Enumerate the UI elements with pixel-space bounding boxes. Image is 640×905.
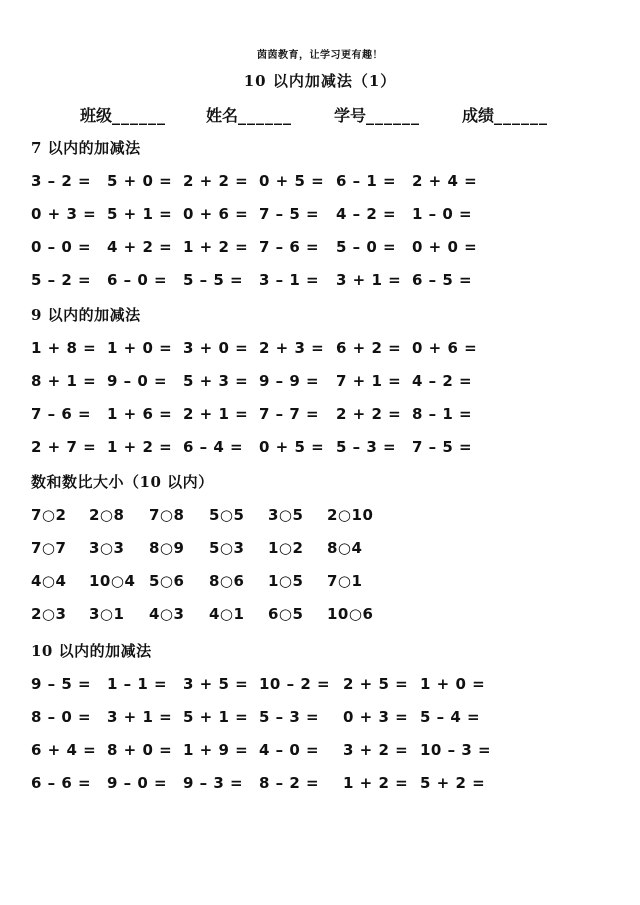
equation-item: 6 – 0 = xyxy=(107,271,168,289)
equation-item: 9 – 5 = xyxy=(31,675,92,693)
equation-item: 3 + 5 = xyxy=(183,675,249,693)
comparison-item: 7○8 xyxy=(149,506,185,524)
class-label: 班级 xyxy=(80,106,113,125)
exercise-row xyxy=(0,539,640,561)
exercise-row xyxy=(0,774,640,796)
equation-item: 1 + 8 = xyxy=(31,339,97,357)
equation-item: 7 + 1 = xyxy=(336,372,402,390)
score-label: 成绩 xyxy=(462,106,495,125)
equation-item: 5 – 2 = xyxy=(31,271,92,289)
equation-item: 0 + 3 = xyxy=(31,205,97,223)
equation-item: 1 + 2 = xyxy=(183,238,249,256)
exercise-row xyxy=(0,172,640,194)
equation-item: 1 + 6 = xyxy=(107,405,173,423)
comparison-item: 8○4 xyxy=(327,539,363,557)
exercise-row xyxy=(0,506,640,528)
comparison-item: 2○3 xyxy=(31,605,67,623)
equation-item: 7 – 6 = xyxy=(259,238,320,256)
name-field xyxy=(206,103,292,126)
comparison-item: 4○1 xyxy=(209,605,245,623)
equation-item: 8 – 2 = xyxy=(259,774,320,792)
section-10-add-sub-title: 10 以内的加减法 xyxy=(31,642,152,660)
class-blank: ______ xyxy=(112,106,167,125)
equation-item: 2 + 1 = xyxy=(183,405,249,423)
exercise-row xyxy=(0,339,640,361)
comparison-item: 8○9 xyxy=(149,539,185,557)
equation-item: 1 + 9 = xyxy=(183,741,249,759)
exercise-row xyxy=(0,741,640,763)
equation-item: 5 – 3 = xyxy=(336,438,397,456)
equation-item: 5 – 0 = xyxy=(336,238,397,256)
equation-item: 4 – 2 = xyxy=(336,205,397,223)
student-number-field xyxy=(334,103,420,126)
equation-item: 9 – 0 = xyxy=(107,372,168,390)
equation-item: 5 + 1 = xyxy=(107,205,173,223)
equation-item: 5 + 3 = xyxy=(183,372,249,390)
student-number-blank: ______ xyxy=(366,106,421,125)
equation-item: 6 – 4 = xyxy=(183,438,244,456)
equation-item: 2 + 7 = xyxy=(31,438,97,456)
comparison-item: 10○4 xyxy=(89,572,136,590)
equation-item: 1 + 2 = xyxy=(107,438,173,456)
section-compare-numbers-title: 数和数比大小（10 以内） xyxy=(31,473,214,491)
equation-item: 7 – 5 = xyxy=(412,438,473,456)
equation-item: 8 + 0 = xyxy=(107,741,173,759)
exercise-row xyxy=(0,572,640,594)
equation-item: 2 + 2 = xyxy=(336,405,402,423)
equation-item: 1 – 1 = xyxy=(107,675,168,693)
equation-item: 10 – 3 = xyxy=(420,741,492,759)
comparison-item: 3○3 xyxy=(89,539,125,557)
score-field xyxy=(462,103,548,126)
equation-item: 9 – 0 = xyxy=(107,774,168,792)
equation-item: 0 + 6 = xyxy=(412,339,478,357)
comparison-item: 6○5 xyxy=(268,605,304,623)
equation-item: 10 – 2 = xyxy=(259,675,331,693)
section-9-add-sub-title: 9 以内的加减法 xyxy=(31,306,141,324)
equation-item: 6 – 6 = xyxy=(31,774,92,792)
comparison-item: 5○3 xyxy=(209,539,245,557)
class-field xyxy=(80,103,166,126)
equation-item: 3 + 1 = xyxy=(336,271,402,289)
comparison-item: 2○8 xyxy=(89,506,125,524)
equation-item: 3 + 0 = xyxy=(183,339,249,357)
equation-item: 3 + 1 = xyxy=(107,708,173,726)
equation-item: 1 + 0 = xyxy=(107,339,173,357)
equation-item: 2 + 2 = xyxy=(183,172,249,190)
equation-item: 1 + 0 = xyxy=(420,675,486,693)
page-title: 10 以内加减法（1） xyxy=(243,72,397,90)
score-blank: ______ xyxy=(494,106,549,125)
equation-item: 6 – 1 = xyxy=(336,172,397,190)
comparison-item: 1○5 xyxy=(268,572,304,590)
comparison-item: 5○5 xyxy=(209,506,245,524)
name-label: 姓名 xyxy=(206,106,239,125)
equation-item: 3 – 2 = xyxy=(31,172,92,190)
comparison-item: 7○1 xyxy=(327,572,363,590)
equation-item: 5 – 3 = xyxy=(259,708,320,726)
comparison-item: 1○2 xyxy=(268,539,304,557)
equation-item: 7 – 7 = xyxy=(259,405,320,423)
tagline: 茵茵教育，让学习更有趣！ xyxy=(257,50,383,61)
comparison-item: 3○5 xyxy=(268,506,304,524)
equation-item: 2 + 3 = xyxy=(259,339,325,357)
exercise-row xyxy=(0,271,640,293)
equation-item: 9 – 9 = xyxy=(259,372,320,390)
exercise-row xyxy=(0,675,640,697)
equation-item: 7 – 5 = xyxy=(259,205,320,223)
exercise-row xyxy=(0,708,640,730)
comparison-item: 2○10 xyxy=(327,506,374,524)
equation-item: 8 – 1 = xyxy=(412,405,473,423)
equation-item: 1 – 0 = xyxy=(412,205,473,223)
equation-item: 6 + 4 = xyxy=(31,741,97,759)
exercise-row xyxy=(0,605,640,627)
equation-item: 2 + 5 = xyxy=(343,675,409,693)
equation-item: 3 – 1 = xyxy=(259,271,320,289)
equation-item: 5 + 1 = xyxy=(183,708,249,726)
equation-item: 3 + 2 = xyxy=(343,741,409,759)
comparison-item: 7○2 xyxy=(31,506,67,524)
equation-item: 0 + 6 = xyxy=(183,205,249,223)
equation-item: 5 + 2 = xyxy=(420,774,486,792)
equation-item: 6 + 2 = xyxy=(336,339,402,357)
exercise-row xyxy=(0,238,640,260)
comparison-item: 5○6 xyxy=(149,572,185,590)
section-7-add-sub-title: 7 以内的加减法 xyxy=(31,139,141,157)
equation-item: 5 – 5 = xyxy=(183,271,244,289)
equation-item: 8 + 1 = xyxy=(31,372,97,390)
equation-item: 4 – 0 = xyxy=(259,741,320,759)
equation-item: 4 + 2 = xyxy=(107,238,173,256)
exercise-row xyxy=(0,405,640,427)
equation-item: 4 – 2 = xyxy=(412,372,473,390)
name-blank: ______ xyxy=(238,106,293,125)
comparison-item: 4○4 xyxy=(31,572,67,590)
equation-item: 7 – 6 = xyxy=(31,405,92,423)
equation-item: 0 + 0 = xyxy=(412,238,478,256)
equation-item: 8 – 0 = xyxy=(31,708,92,726)
equation-item: 0 + 3 = xyxy=(343,708,409,726)
exercise-row xyxy=(0,372,640,394)
equation-item: 5 + 0 = xyxy=(107,172,173,190)
comparison-item: 8○6 xyxy=(209,572,245,590)
equation-item: 6 – 5 = xyxy=(412,271,473,289)
comparison-item: 10○6 xyxy=(327,605,374,623)
equation-item: 0 – 0 = xyxy=(31,238,92,256)
student-info-fields xyxy=(80,103,580,125)
equation-item: 0 + 5 = xyxy=(259,438,325,456)
equation-item: 2 + 4 = xyxy=(412,172,478,190)
comparison-item: 4○3 xyxy=(149,605,185,623)
student-number-label: 学号 xyxy=(334,106,367,125)
equation-item: 5 – 4 = xyxy=(420,708,481,726)
exercise-row xyxy=(0,205,640,227)
comparison-item: 3○1 xyxy=(89,605,125,623)
equation-item: 9 – 3 = xyxy=(183,774,244,792)
comparison-item: 7○7 xyxy=(31,539,67,557)
exercise-row xyxy=(0,438,640,460)
equation-item: 1 + 2 = xyxy=(343,774,409,792)
equation-item: 0 + 5 = xyxy=(259,172,325,190)
